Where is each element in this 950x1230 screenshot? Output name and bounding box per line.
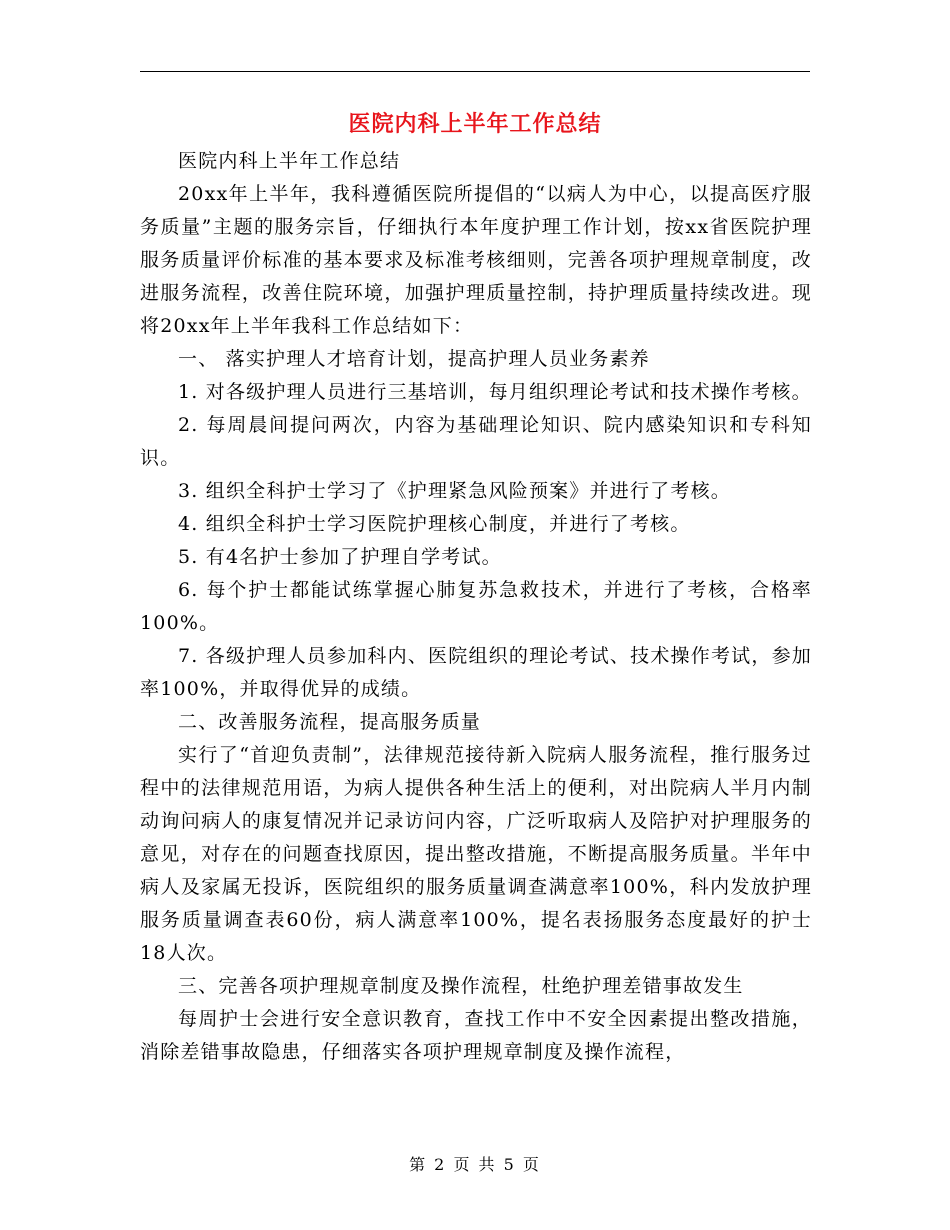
body-paragraph-intro: 20xx年上半年，我科遵循医院所提倡的“以病人为中心，以提高医疗服务质量”主题的服务宗旨，仔细执行本年度护理工作计划，按xx省医院护理服务质量评价标准的基本要求及标准考核细则，完善各项护理规章制度，改进服务流程，改善住院环境，加强护理质量控制，持护理质量持续改进。现将20xx年上半年我科工作总结如下： [140, 183, 812, 337]
section-heading-2: 二、改善服务流程，提高服务质量 [178, 711, 482, 733]
list-item-4: 4. 组织全科护士学习医院护理核心制度，并进行了考核。 [178, 513, 691, 535]
page-indicator: 第 2 页 共 5 页 [409, 1155, 541, 1174]
header-rule [140, 71, 810, 72]
list-item-6: 6. 每个护士都能试练掌握心肺复苏急救技术，并进行了考核，合格率100%。 [140, 579, 812, 634]
list-item-1: 1. 对各级护理人员进行三基培训，每月组织理论考试和技术操作考核。 [178, 381, 812, 403]
list-item-2: 2. 每周晨间提问两次，内容为基础理论知识、院内感染知识和专科知识。 [140, 414, 812, 469]
body-paragraph-service: 实行了“首迎负责制”，法律规范接待新入院病人服务流程，推行服务过程中的法律规范用语，为病人提供各种生活上的便利，对出院病人半月内制动询问病人的康复情况并记录访问内容，广泛听取病人及陪护对护理服务的意见，对存在的问题查找原因，提出整改措施，不断提高服务质量。半年中病人及家属无投诉，医院组织的服务质量调查满意率100%，科内发放护理服务质量调查表60份，病人满意率100%，提名表扬服务态度最好的护士18人次。 [140, 744, 812, 964]
list-item-5: 5. 有4名护士参加了护理自学考试。 [178, 546, 502, 568]
body-paragraph-safety: 每周护士会进行安全意识教育，查找工作中不安全因素提出整改措施，消除差错事故隐患，仔细落实各项护理规章制度及操作流程， [140, 1008, 812, 1063]
section-heading-1: 一、 落实护理人才培育计划，提高护理人员业务素养 [178, 348, 650, 370]
section-heading-3: 三、完善各项护理规章制度及操作流程，杜绝护理差错事故发生 [178, 975, 744, 997]
list-item-3: 3. 组织全科护士学习了《护理紧急风险预案》并进行了考核。 [178, 480, 731, 502]
body-paragraph-subtitle: 医院内科上半年工作总结 [178, 150, 401, 172]
document-title: 医院内科上半年工作总结 [348, 112, 602, 137]
list-item-7: 7. 各级护理人员参加科内、医院组织的理论考试、技术操作考试，参加率100%，并取得优异的成绩。 [140, 645, 812, 700]
document-body [140, 145, 812, 1069]
